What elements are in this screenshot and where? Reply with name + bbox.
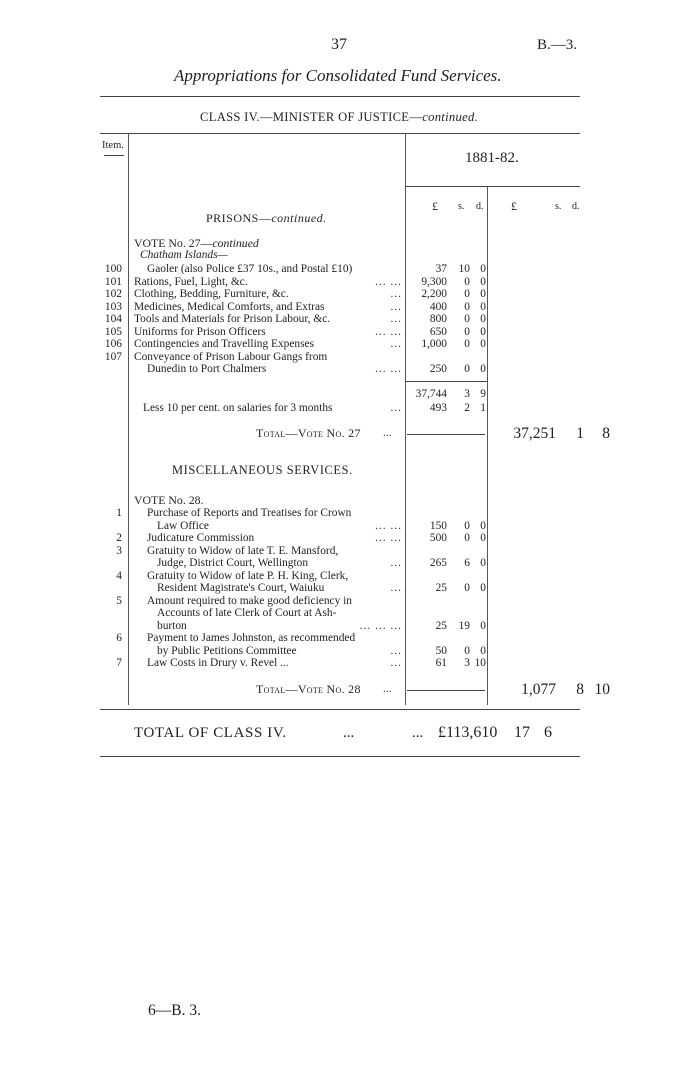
pounds-column-label: £ <box>432 199 438 213</box>
shillings-column-label: s. <box>458 201 465 212</box>
total-pounds-column-label: £ <box>511 199 517 213</box>
amount-shillings: 0 <box>464 300 470 313</box>
table-row <box>0 620 700 633</box>
item-number: 103 <box>104 300 122 313</box>
item-number: 7 <box>116 657 122 669</box>
row-leader: ... ... <box>375 519 402 532</box>
miscellaneous-heading: MISCELLANEOUS SERVICES. <box>172 463 353 477</box>
row-description: Gratuity to Widow of late P. H. King, Clerk, <box>147 569 349 582</box>
amount-shillings: 6 <box>464 557 470 569</box>
prisons-heading-suffix: continued. <box>271 211 327 225</box>
vote-27-total-label: Total—Vote No. 27 <box>256 426 361 440</box>
row-description: burton <box>157 619 187 632</box>
row-leader: ... <box>390 657 402 669</box>
item-number: 105 <box>104 325 122 338</box>
amount-shillings: 19 <box>458 619 470 632</box>
row-description: Conveyance of Prison Labour Gangs from <box>134 350 328 363</box>
amount-shillings: 0 <box>464 313 470 325</box>
amount-shillings: 0 <box>464 582 470 594</box>
vote-28-total-pounds: 1,077 <box>521 681 556 698</box>
row-description: Less 10 per cent. on salaries for 3 months <box>143 402 333 414</box>
vote-27-suffix: continued <box>212 236 259 250</box>
row-leader: ... ... <box>375 275 402 288</box>
row-description: Judge, District Court, Wellington <box>157 557 309 569</box>
row-description: Tools and Materials for Prison Labour, &c. <box>134 313 331 325</box>
row-leader: ... <box>390 300 402 313</box>
vote-28-total-pence: 10 <box>594 681 610 698</box>
year-underline <box>405 186 580 187</box>
row-leader: ... <box>390 557 402 569</box>
amount-shillings: 0 <box>464 275 470 288</box>
vote-28-total-row <box>0 683 700 701</box>
amount-shillings: 0 <box>464 338 470 350</box>
amount-pence: 1 <box>480 402 486 414</box>
amount-pounds: 2,200 <box>421 288 447 300</box>
class-total-pounds: £113,610 <box>438 724 498 741</box>
amount-pounds: 50 <box>435 644 447 657</box>
class-total-pence: 6 <box>544 724 552 741</box>
table-row <box>0 607 700 620</box>
table-row <box>0 288 700 301</box>
row-leader: ... ... <box>375 532 402 544</box>
row-description: Dunedin to Port Chalmers <box>147 363 267 375</box>
item-column-header: Item. <box>102 140 124 151</box>
amount-shillings: 0 <box>464 363 470 375</box>
item-number: 5 <box>116 594 122 607</box>
table-row <box>0 363 700 376</box>
class-total-label: TOTAL OF CLASS IV. <box>134 725 287 741</box>
vote-28-total-shillings: 8 <box>576 681 584 698</box>
row-description: Gaoler (also Police £37 10s., and Postal £10) <box>147 263 353 275</box>
table-row <box>0 263 700 276</box>
table-row <box>0 570 700 583</box>
table-row <box>0 545 700 558</box>
table-row <box>0 557 700 570</box>
row-description: Contingencies and Travelling Expenses <box>134 338 315 350</box>
table-row <box>0 595 700 608</box>
amount-pounds: 25 <box>435 582 447 594</box>
table-row <box>0 326 700 339</box>
row-description: Accounts of late Clerk of Court at Ash- <box>157 607 337 619</box>
table-row <box>0 657 700 670</box>
amount-pounds: 37,744 <box>415 388 447 400</box>
amount-pounds: 150 <box>429 519 447 532</box>
amount-pence: 0 <box>480 263 486 275</box>
item-number: 3 <box>116 544 122 557</box>
amount-pounds: 500 <box>429 532 447 544</box>
amount-pounds: 800 <box>429 313 447 325</box>
row-description: Law Costs in Drury v. Revel ... <box>147 657 289 669</box>
amount-pounds: 493 <box>429 402 447 414</box>
amount-shillings: 0 <box>464 532 470 544</box>
amount-shillings: 0 <box>464 644 470 657</box>
class-total-rule <box>100 756 580 757</box>
class-heading-text: CLASS IV.—MINISTER OF JUSTICE— <box>200 110 423 124</box>
amount-pence: 0 <box>480 619 486 632</box>
amount-pence: 0 <box>480 557 486 569</box>
footer-signature: 6—B. 3. <box>148 1002 201 1019</box>
prisons-heading-text: PRISONS— <box>206 211 272 225</box>
row-description: Judicature Commission <box>147 532 255 544</box>
amount-pence: 0 <box>480 288 486 300</box>
row-leader: ... <box>390 313 402 325</box>
amount-pounds: 25 <box>435 619 447 632</box>
vote-28-total-leader: ... <box>383 683 392 695</box>
amount-pence: 0 <box>480 532 486 544</box>
table-row <box>0 632 700 645</box>
total-pence-column-label: d. <box>572 201 580 212</box>
amount-pounds: 650 <box>429 325 447 338</box>
page-title: Appropriations for Consolidated Fund Services. <box>174 66 502 85</box>
vote-27-text: VOTE No. 27— <box>134 236 213 250</box>
table-row <box>0 582 700 595</box>
amount-pence: 0 <box>480 644 486 657</box>
amount-pence: 9 <box>480 388 486 400</box>
row-description: Medicines, Medical Comforts, and Extras <box>134 300 325 313</box>
amount-pence: 0 <box>480 325 486 338</box>
amount-pounds: 37 <box>435 263 447 275</box>
vote-27-total-pounds: 37,251 <box>513 425 556 442</box>
amount-pounds: 1,000 <box>421 338 447 350</box>
row-description: Uniforms for Prison Officers <box>134 325 266 338</box>
amount-pence: 0 <box>480 338 486 350</box>
table-row <box>0 520 700 533</box>
class-heading <box>200 110 478 125</box>
item-number: 6 <box>116 632 122 644</box>
row-description: Clothing, Bedding, Furniture, &c. <box>134 288 289 300</box>
row-leader: ... <box>390 402 402 414</box>
row-leader: ... <box>390 644 402 657</box>
amount-shillings: 3 <box>464 657 470 669</box>
class-heading-suffix: continued. <box>422 110 479 124</box>
amount-pence: 0 <box>480 582 486 594</box>
vote-27-total-leader: ... <box>383 427 392 439</box>
amount-pence: 0 <box>480 363 486 375</box>
item-number: 106 <box>104 338 122 350</box>
title-rule <box>100 96 580 97</box>
amount-shillings: 10 <box>458 263 470 275</box>
row-description: Purchase of Reports and Treatises for Crown <box>147 507 352 519</box>
document-reference: B.—3. <box>537 37 578 53</box>
table-row <box>0 507 700 520</box>
row-leader: ... ... <box>375 325 402 338</box>
row-leader: ... ... ... <box>359 619 402 632</box>
amount-pence: 0 <box>480 300 486 313</box>
prisons-subtotal-row <box>0 388 700 401</box>
table-bottom-rule <box>100 709 580 710</box>
amount-pence: 0 <box>480 275 486 288</box>
item-number: 4 <box>116 569 122 582</box>
row-description: by Public Petitions Committee <box>157 644 297 657</box>
item-number: 1 <box>116 507 122 519</box>
amount-shillings: 0 <box>464 288 470 300</box>
amount-pounds: 250 <box>429 363 447 375</box>
row-description: Gratuity to Widow of late T. E. Mansford, <box>147 544 339 557</box>
table-row <box>0 313 700 326</box>
row-leader: ... <box>390 288 402 300</box>
table-top-rule <box>100 133 580 134</box>
class-total-leader-1: ... <box>343 725 355 741</box>
item-number: 101 <box>104 275 122 288</box>
prisons-subtotal-rule <box>405 381 487 382</box>
amount-pence: 10 <box>474 657 486 669</box>
table-row <box>0 351 700 364</box>
amount-pounds: 265 <box>429 557 447 569</box>
row-leader: ... <box>390 338 402 350</box>
row-description: Law Office <box>157 519 209 532</box>
amount-shillings: 3 <box>464 388 470 400</box>
amount-shillings: 0 <box>464 519 470 532</box>
table-row <box>0 276 700 289</box>
item-header-underline <box>104 155 124 156</box>
item-number: 107 <box>104 350 122 363</box>
class-total-leader-2: ... <box>412 725 424 741</box>
table-row <box>0 301 700 314</box>
amount-pounds: 400 <box>429 300 447 313</box>
page-number: 37 <box>331 36 347 53</box>
table-row <box>0 645 700 658</box>
fiscal-year-header: 1881-82. <box>465 150 519 166</box>
vote-27-total-shillings: 1 <box>576 425 584 442</box>
row-description: Payment to James Johnston, as recommended <box>147 632 356 644</box>
pence-column-label: d. <box>476 201 484 212</box>
less-deduction-row <box>0 402 700 415</box>
row-leader: ... <box>390 582 402 594</box>
amount-pounds: 61 <box>435 657 447 669</box>
amount-pence: 0 <box>480 519 486 532</box>
vote-27-total-pence: 8 <box>602 425 610 442</box>
item-number: 2 <box>116 532 122 544</box>
vote-28-total-label: Total—Vote No. 28 <box>256 682 361 696</box>
amount-shillings: 0 <box>464 325 470 338</box>
row-description: Rations, Fuel, Light, &c. <box>134 275 248 288</box>
class-total-shillings: 17 <box>514 724 530 741</box>
vote-27-total-row <box>0 427 700 445</box>
table-row <box>0 532 700 545</box>
row-leader: ... ... <box>375 363 402 375</box>
amount-pence: 0 <box>480 313 486 325</box>
total-shillings-column-label: s. <box>555 201 562 212</box>
row-description: Resident Magistrate's Court, Waiuku <box>157 582 325 594</box>
amount-pounds: 9,300 <box>421 275 447 288</box>
prisons-heading <box>206 211 327 226</box>
item-number: 104 <box>104 313 122 325</box>
vote-28-label: VOTE No. 28. <box>134 493 204 507</box>
amount-shillings: 2 <box>464 402 470 414</box>
item-number: 100 <box>104 263 122 275</box>
row-description: Amount required to make good deficiency in <box>147 594 352 607</box>
chatham-islands-subheading: Chatham Islands— <box>140 249 228 261</box>
item-number: 102 <box>104 288 122 300</box>
table-row <box>0 338 700 351</box>
